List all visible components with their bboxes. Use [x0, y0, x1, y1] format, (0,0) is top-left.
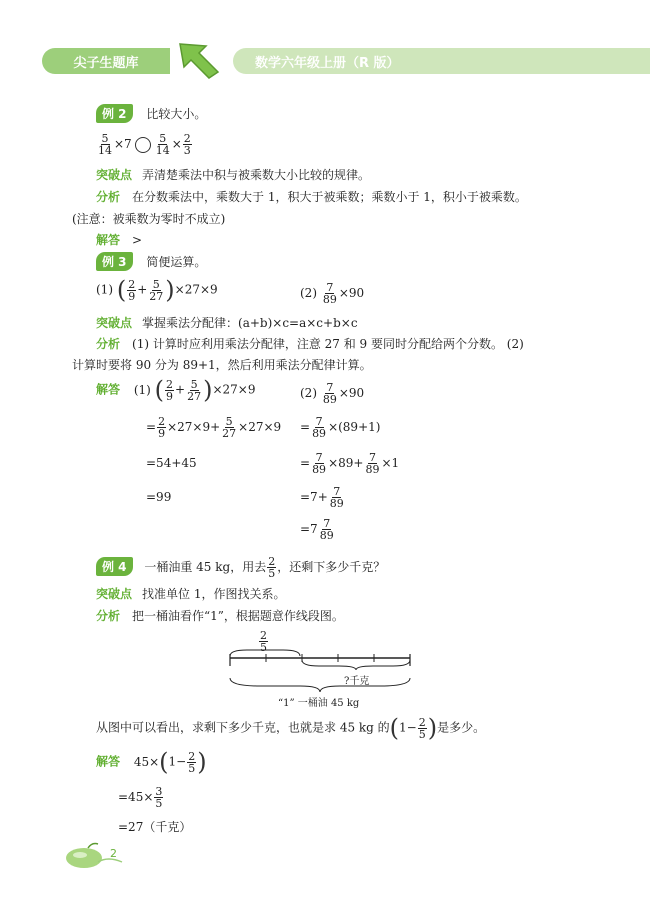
diagram-unknown-label: ?千克 [344, 676, 370, 687]
ex4-tupo: 突破点 找准单位 1，作图找关系。 [96, 587, 286, 601]
arrow-up-left-icon [176, 40, 222, 80]
diagram-total-label: “1” 一桶油 45 kg [278, 698, 360, 709]
example-prompt: 比较大小。 [146, 107, 207, 121]
fraction: $\frac{5}{14}$ [155, 132, 170, 157]
ex4-ans-l3: =27（千克） [118, 820, 192, 834]
ex3-s1-l3: =54+45 [146, 456, 197, 470]
ex2-tupo: 突破点 弄清楚乘法中积与被乘数大小比较的规律。 [96, 168, 371, 182]
header-book-series: 尖子生题库 [42, 48, 170, 74]
header-book-title: 数学六年级上册（R 版） [233, 48, 650, 74]
fraction: $\frac{5}{14}$ [98, 132, 112, 157]
ex3-s2-l5: =7 $\frac{7}{89}$ [300, 517, 334, 542]
example-4-heading: 例 4 一桶油重 45 kg，用去 $\frac{2}{5}$ ，还剩下多少千克？ [96, 556, 385, 579]
ex3-jieda-s1-l1: 解答 (1) ( $\frac{2}{9}$ + $\frac{5}{27}$ )×27×9 [96, 376, 256, 404]
diagram-top-fraction: $\frac{2}{5}$ [260, 629, 267, 654]
example-badge: 例 4 [96, 557, 133, 576]
example-2-heading [96, 104, 206, 123]
line-segment-diagram [220, 628, 420, 708]
comparison-expression: $\frac{5}{14}$ ×7 $\frac{5}{14}$ × $\frac{2}{3}$ [98, 132, 191, 157]
page-number: 2 [110, 847, 117, 860]
ex4-fenxi: 分析 把一桶油看作“1”，根据题意作线段图。 [96, 609, 344, 623]
ex3-s1-l4: =99 [146, 490, 172, 504]
ex3-s2-l1: (2) $\frac{7}{89}$ ×90 [300, 381, 365, 406]
ex4-ans-l2: =45× $\frac{3}{5}$ [118, 785, 163, 810]
ex3-s1-l2: = $\frac{2}{9}$ ×27×9+ $\frac{5}{27}$ ×27×9 [146, 415, 282, 440]
example-badge: 例 2 [96, 104, 133, 123]
fraction: $\frac{2}{3}$ [183, 132, 191, 157]
ex3-s2-l2: = $\frac{7}{89}$ ×(89+1) [300, 415, 381, 440]
ex3-fenxi: 分析 (1) 计算时应利用乘法分配律，注意 27 和 9 要同时分配给两个分数。 (2) [96, 337, 524, 351]
ex3-s2-l3: = $\frac{7}{89}$ ×89+ $\frac{7}{89}$ ×1 [300, 451, 400, 476]
example-badge: 例 3 [96, 252, 133, 271]
ex3-q2: (2) $\frac{7}{89}$ ×90 [300, 281, 365, 306]
example-3-heading: 例 3 简便运算。 [96, 252, 206, 271]
ex3-q1: (1) ( $\frac{2}{9}$ + $\frac{5}{27}$ )×27×9 [96, 276, 218, 304]
melon-decoration-icon [58, 838, 128, 868]
ex2-fenxi: 分析 在分数乘法中，乘数大于 1，积大于被乘数；乘数小于 1，积小于被乘数。 [96, 190, 527, 204]
comparison-blank-circle [135, 137, 151, 153]
ex4-jieda-l1: 解答 45×(1− $\frac{2}{5}$ ) [96, 748, 207, 776]
ex2-jieda: 解答 > [96, 233, 143, 247]
ex2-note: (注意：被乘数为零时不成立) [72, 212, 226, 226]
ex3-s2-l4: =7+ $\frac{7}{89}$ [300, 485, 344, 510]
ex4-observation: 从图中可以看出，求剩下多少千克，也就是求 45 kg 的(1− $\frac{2}{5}$ )是多少。 [96, 714, 486, 742]
ex3-tupo: 突破点 掌握乘法分配律：(a+b)×c=a×c+b×c [96, 316, 358, 330]
ex3-fenxi-cont: 计算时要将 90 分为 89+1，然后利用乘法分配律计算。 [72, 358, 372, 372]
